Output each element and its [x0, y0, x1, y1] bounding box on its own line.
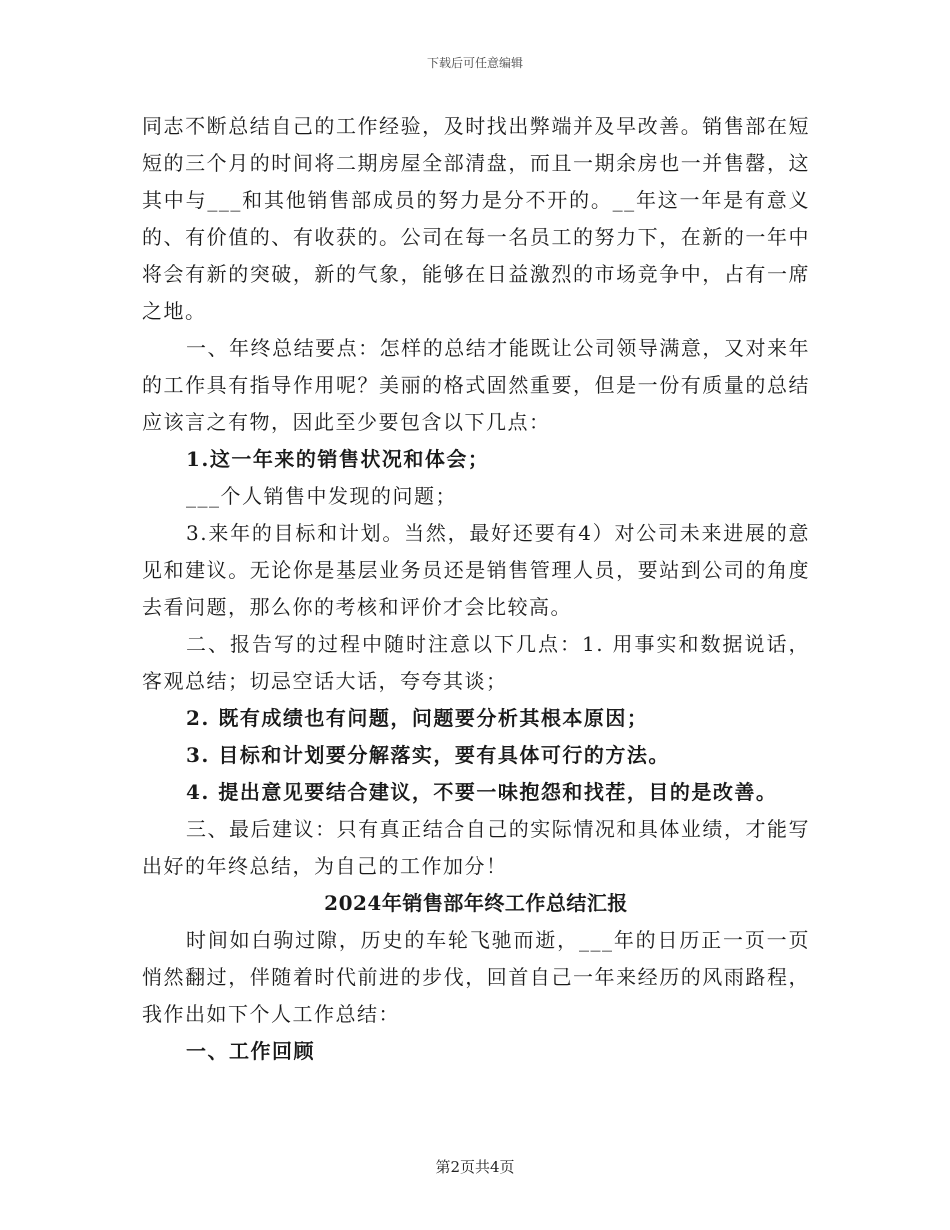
- page-number: 第2页共4页: [435, 1158, 515, 1176]
- section-heading: 一、工作回顾: [186, 1039, 315, 1063]
- paragraph-summary-points: 一、年终总结要点：怎样的总结才能既让公司领导满意，又对来年的工作具有指导作用呢？美丽的格式固然重要，但是一份有质量的总结应该言之有物，因此至少要包含以下几点：: [142, 336, 810, 434]
- paragraph-writing-notes: 二、报告写的过程中随时注意以下几点：1. 用事实和数据说话，客观总结；切忌空话大话，夸夸其谈；: [142, 632, 810, 693]
- note-item-3: 3. 目标和计划要分解落实，要有具体可行的方法。: [186, 743, 670, 767]
- document-title: 2024年销售部年终工作总结汇报: [324, 891, 628, 915]
- list-item-3: 3.来年的目标和计划。当然，最好还要有4）对公司未来进展的意见和建议。无论你是基层业务员还是销售管理人员，要站到公司的角度去看问题，那么你的考核和评价才会比较高。: [142, 521, 810, 619]
- note-item-4: 4. 提出意见要结合建议，不要一味抱怨和找茬，目的是改善。: [186, 780, 778, 804]
- header-note: 下载后可任意编辑: [426, 56, 523, 70]
- list-item-1: 1.这一年来的销售状况和体会；: [186, 447, 490, 471]
- document-body: [142, 108, 810, 1070]
- list-item-2: ___个人销售中发现的问题；: [186, 484, 457, 508]
- paragraph-intro: 时间如白驹过隙，历史的车轮飞驰而逝，___年的日历正一页一页悄然翻过，伴随着时代前进的步伐，回首自己一年来经历的风雨路程，我作出如下个人工作总结：: [142, 928, 810, 1026]
- paragraph-final-advice: 三、最后建议：只有真正结合自己的实际情况和具体业绩，才能写出好的年终总结，为自己的工作加分！: [142, 817, 810, 878]
- note-item-2: 2. 既有成绩也有问题，问题要分析其根本原因；: [186, 706, 649, 730]
- paragraph-continuation: 同志不断总结自己的工作经验，及时找出弊端并及早改善。销售部在短短的三个月的时间将二期房屋全部清盘，而且一期余房也一并售罄，这其中与___和其他销售部成员的努力是分不开的。__年这一年是有意义的、有价值的、有收获的。公司在每一名员工的努力下，在新的一年中将会有新的突破，新的气象，能够在日益激烈的市场竞争中，占有一席之地。: [142, 114, 810, 323]
